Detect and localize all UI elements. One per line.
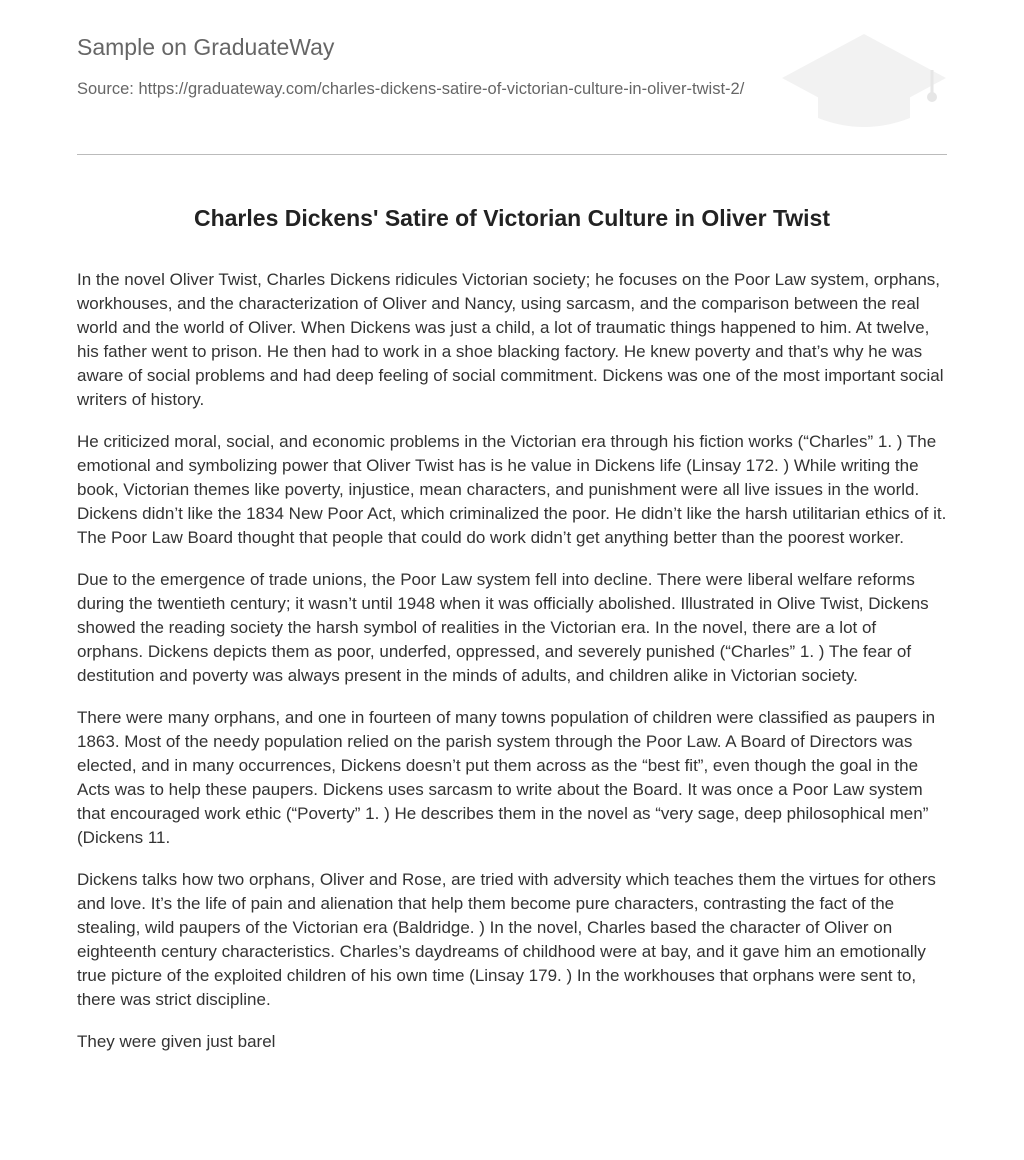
header-divider bbox=[77, 154, 947, 155]
article-paragraph: There were many orphans, and one in fourteen of many towns population of children were classified as paupers in 1863. Most of the needy population relied on the parish system through the Poor Law. A Board of Directors was elected, and in many occurrences, Dickens doesn’t put them across as the “best fit”, even though the goal in the Acts was to help these paupers. Dickens uses sarcasm to write about the Board. It was once a Poor Law system that encouraged work ethic (“Poverty” 1. ) He describes them in the novel as “very sage, deep philosophical men” (Dickens 11. bbox=[77, 708, 936, 847]
article-paragraph: In the novel Oliver Twist, Charles Dickens ridicules Victorian society; he focuses on the Poor Law system, orphans, workhouses, and the characterization of Oliver and Nancy, using sarcasm, and the comparison between the real world and the world of Oliver. When Dickens was just a child, a lot of traumatic things happened to him. At twelve, his father went to prison. He then had to work in a shoe blacking factory. He knew poverty and that’s why he was aware of social problems and had deep feeling of social commitment. Dickens was one of the most important social writers of history. bbox=[77, 270, 944, 409]
graduation-cap-icon bbox=[782, 30, 948, 134]
article-paragraph: He criticized moral, social, and economic problems in the Victorian era through his fiction works (“Charles” 1. ) The emotional and symbolizing power that Oliver Twist has is he value in Dickens life (Linsay 172. ) While writing the book, Victorian themes like poverty, injustice, mean characters, and punishment were all live issues in the world. Dickens didn’t like the 1834 New Poor Act, which criminalized the poor. He didn’t like the harsh utilitarian ethics of it. The Poor Law Board thought that people that could do work didn’t get anything better than the poorest worker. bbox=[77, 432, 947, 547]
source-label: Source: bbox=[77, 80, 134, 98]
header bbox=[77, 0, 947, 156]
article-paragraph: They were given just barel bbox=[77, 1032, 276, 1051]
source-link[interactable]: https://graduateway.com/charles-dickens-satire-of-victorian-culture-in-oliver-twist-2/ bbox=[138, 80, 745, 98]
article-body bbox=[77, 268, 947, 1072]
site-name: Sample on GraduateWay bbox=[77, 34, 335, 60]
article-paragraph: Dickens talks how two orphans, Oliver and Rose, are tried with adversity which teaches them the virtues for others and love. It’s the life of pain and alienation that help them become pure characters, contrasting the fact of the stealing, wild paupers of the Victorian era (Baldridge. ) In the novel, Charles based the character of Oliver on eighteenth century characteristics. Charles’s daydreams of childhood were at bay, and it gave him an emotionally true picture of the exploited children of his own time (Linsay 179. ) In the workhouses that orphans were sent to, there was strict discipline. bbox=[77, 870, 936, 1009]
article-paragraph: Due to the emergence of trade unions, the Poor Law system fell into decline. There were liberal welfare reforms during the twentieth century; it wasn’t until 1948 when it was officially abolished. Illustrated in Olive Twist, Dickens showed the reading society the harsh symbol of realities in the Victorian era. In the novel, there are a lot of orphans. Dickens depicts them as poor, underfed, oppressed, and severely punished (“Charles” 1. ) The fear of destitution and poverty was always present in the minds of adults, and children alike in Victorian society. bbox=[77, 570, 929, 685]
article-title: Charles Dickens' Satire of Victorian Culture in Oliver Twist bbox=[193, 205, 831, 231]
source-line bbox=[77, 78, 777, 100]
